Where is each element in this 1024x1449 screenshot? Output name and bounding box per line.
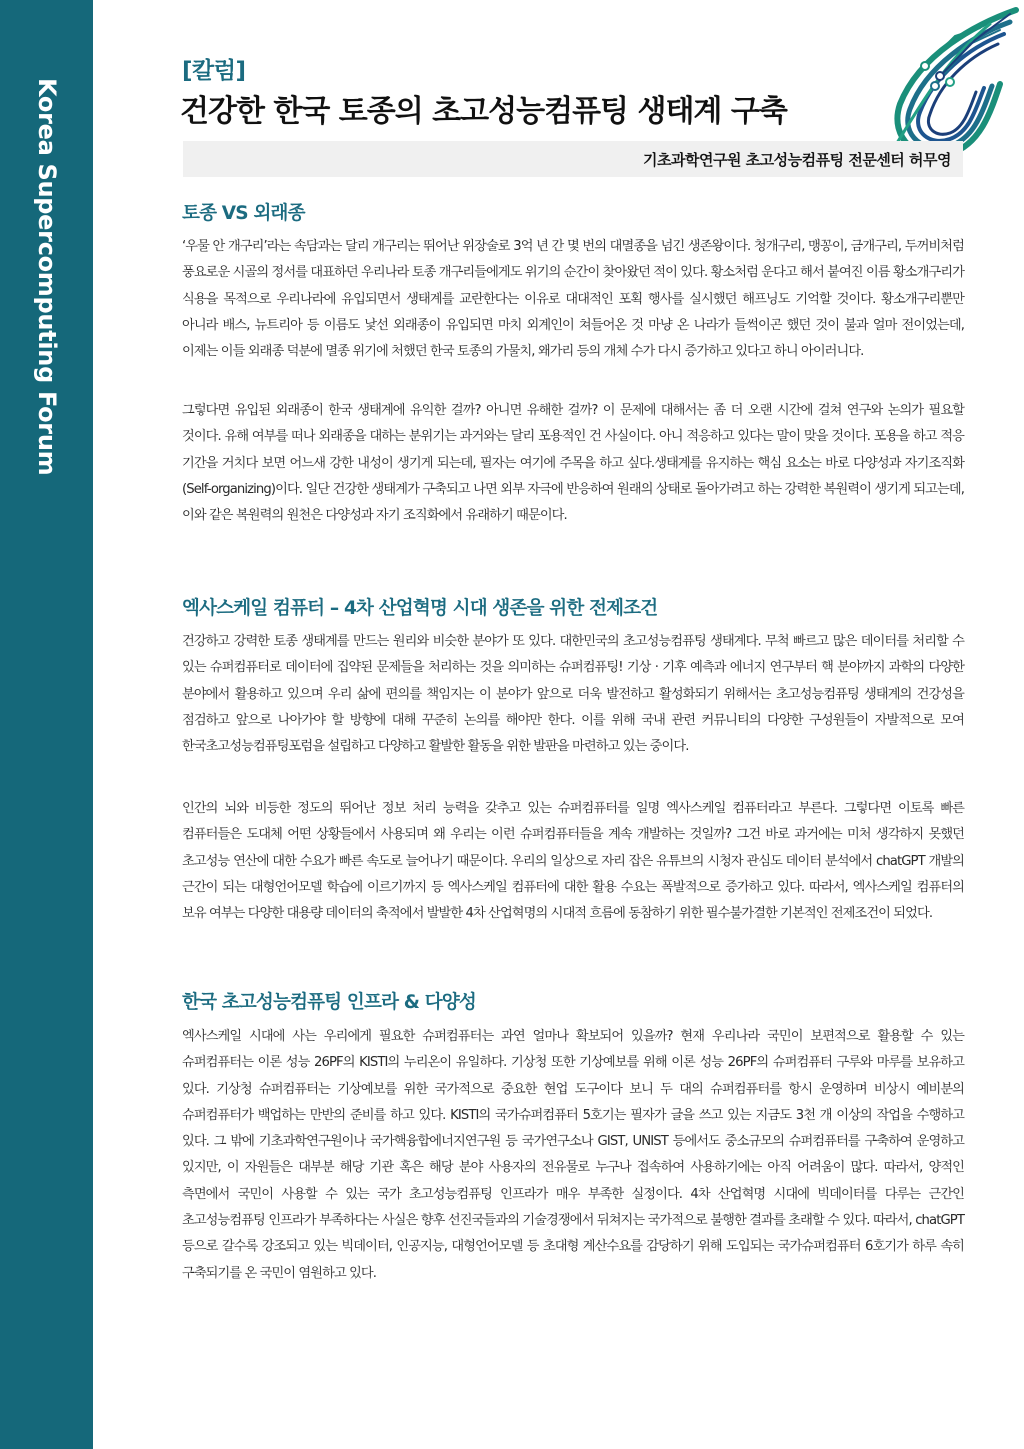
author-byline: 기초과학연구원 초고성능컴퓨팅 전문센터 허무영 (643, 151, 951, 169)
logo-node-3 (936, 72, 944, 80)
sidebar-band (0, 0, 93, 1449)
section-heading: 한국 초고성능컴퓨팅 인프라 & 다양성 (182, 992, 476, 1013)
sidebar-label: Korea Supercomputing Forum (33, 78, 61, 476)
logo-node-2 (921, 62, 929, 70)
byline-bar (183, 141, 963, 177)
paragraph: 인간의 뇌와 비등한 정도의 뛰어난 정보 처리 능력을 갖추고 있는 슈퍼컴퓨터를 일명 엑사스케일 컴퓨터라고 부른다. 그렇다면 이토록 빠른 컴퓨터들은 도대체 어떤 상황들에서 사용되며 왜 우리는 이런 슈퍼컴퓨터들을 계속 개발하는 것일까? 그건 바로 과거에는 미처 생각하지 못했던 초고성능 연산에 대한 수요가 빠른 속도로 늘어나기 때문이다. 우리의 일상으로 자리 잡은 유튜브의 시청자 관심도 데이터 분석에서 chatGPT 개발의 근간이 되는 대형언어모델 학습에 이르기까지 등 엑사스케일 컴퓨터에 대한 활용 수요는 폭발적으로 증가하고 있다. 따라서, 엑사스케일 컴퓨터의 보유 여부는 다양한 대용량 데이터의 축적에서 발발한 4차 산업혁명의 시대적 흐름에 동참하기 위한 필수불가결한 기본적인 전제조건이 되었다. (182, 801, 964, 922)
page-title: 건강한 한국 토종의 초고성능컴퓨팅 생태계 구축 (180, 94, 787, 129)
paragraph: 엑사스케일 시대에 사는 우리에게 필요한 슈퍼컴퓨터는 과연 얼마나 확보되어 있을까? 현재 우리나라 국민이 보편적으로 활용할 수 있는 슈퍼컴퓨터는 이론 성능 26PF의 KISTI의 누리온이 유일하다. 기상청 또한 기상예보를 위해 이론 성능 26PF의 슈퍼컴퓨터 구루와 마루를 보유하고 있다. 기상청 슈퍼컴퓨터는 기상예보를 위한 국가적으로 중요한 현업 도구이다 보니 두 대의 슈퍼컴퓨터를 항시 운영하며 비상시 예비분의 슈퍼컴퓨터가 백업하는 만반의 준비를 하고 있다. KISTI의 국가슈퍼컴퓨터 5호기는 필자가 글을 쓰고 있는 지금도 3천 개 이상의 작업을 수행하고 있다. 그 밖에 기초과학연구원이나 국가핵융합에너지연구원 등 국가연구소나 GIST, UNIST 등에서도 중소규모의 슈퍼컴퓨터를 구축하여 운영하고 있지만, 이 자원들은 대부분 해당 기관 혹은 해당 분야 사용자의 전유물로 누구나 접속하여 사용하기에는 아직 어려움이 많다. 따라서, 양적인 측면에서 국민이 사용할 수 있는 국가 초고성능컴퓨팅 인프라가 매우 부족한 실정이다. 4차 산업혁명 시대에 빅데이터를 다루는 근간인 초고성능컴퓨팅 인프라가 부족하다는 사실은 향후 선진국들과의 기술경쟁에서 뒤쳐지는 국가적으로 불행한 결과를 초래할 수 있다. 따라서, chatGPT 등으로 갈수록 강조되고 있는 빅데이터, 인공지능, 대형언어모델 등 초대형 계산수요를 감당하기 위해 도입되는 국가슈퍼컴퓨터 6호기가 하루 속히 구축되기를 온 국민이 염원하고 있다. (182, 1029, 964, 1281)
section-heading: 엑사스케일 컴퓨터 – 4차 산업혁명 시대 생존을 위한 전제조건 (182, 598, 658, 619)
paragraph: 그렇다면 유입된 외래종이 한국 생태계에 유익한 걸까? 아니면 유해한 걸까? 이 문제에 대해서는 좀 더 오랜 시간에 걸쳐 연구와 논의가 필요할 것이다. 유해 여부를 떠나 외래종을 대하는 분위기는 과거와는 달리 포용적인 건 사실이다. 아니 적응하고 있다는 말이 맞을 것이다. 포용을 하고 적응 기간을 거치다 보면 어느새 강한 내성이 생기게 되는데, 필자는 여기에 주목을 하고 싶다.생태계를 유지하는 핵심 요소는 바로 다양성과 자기조직화(Self-organizing)이다. 일단 건강한 생태계가 구축되고 나면 외부 자극에 반응하여 원래의 상태로 돌아가려고 하는 강력한 복원력이 생기게 되고는데, 이와 같은 복원력의 원천은 다양성과 자기 조직화에서 유래하기 때문이다. (182, 403, 964, 524)
column-kicker: [칼럼] (182, 58, 246, 84)
section-heading: 토종 VS 외래종 (182, 203, 305, 224)
paragraph: ‘우물 안 개구리’라는 속담과는 달리 개구리는 뛰어난 위장술로 3억 년 간 몇 번의 대멸종을 넘긴 생존왕이다. 청개구리, 맹꽁이, 금개구리, 두꺼비처럼 풍요로운 시골의 정서를 대표하던 우리나라 토종 개구리들에게도 위기의 순간이 찾아왔던 적이 있다. 황소처럼 운다고 해서 붙여진 이름 황소개구리가 식용을 목적으로 우리나라에 유입되면서 생태계를 교란한다는 이유로 대대적인 포획 행사를 실시했던 해프닝도 기억할 것이다. 황소개구리뿐만 아니라 배스, 뉴트리아 등 이름도 낯선 외래종이 유입되면 마치 외계인이 쳐들어온 것 마냥 온 나라가 들썩이곤 했던 것이 불과 얼마 전이었는데, 이제는 이들 외래종 덕분에 멸종 위기에 처했던 한국 토종의 가물치, 왜가리 등의 개체 수가 다시 증가하고 있다고 하니 아이러니다. (182, 239, 964, 360)
paragraph: 건강하고 강력한 토종 생태계를 만드는 원리와 비슷한 분야가 또 있다. 대한민국의 초고성능컴퓨팅 생태계다. 무척 빠르고 많은 데이터를 처리할 수 있는 슈퍼컴퓨터로 데이터에 집약된 문제들을 처리하는 것을 의미하는 슈퍼컴퓨팅! 기상 · 기후 예측과 에너지 연구부터 핵 분야까지 과학의 다양한 분야에서 활용하고 있으며 우리 삶에 편의를 책임지는 이 분야가 앞으로 더욱 발전하고 활성화되기 위해서는 초고성능컴퓨팅 생태계의 건강성을 점검하고 앞으로 나아가야 할 방향에 대해 꾸준히 논의를 해야만 한다. 이를 위해 국내 관련 커뮤니티의 다양한 구성원들이 자발적으로 모여 한국초고성능컴퓨팅포럼을 설립하고 다양하고 활발한 활동을 위한 발판을 마련하고 있는 중이다. (182, 634, 964, 755)
logo-node-1 (931, 82, 939, 90)
logo-node-4 (946, 78, 954, 86)
